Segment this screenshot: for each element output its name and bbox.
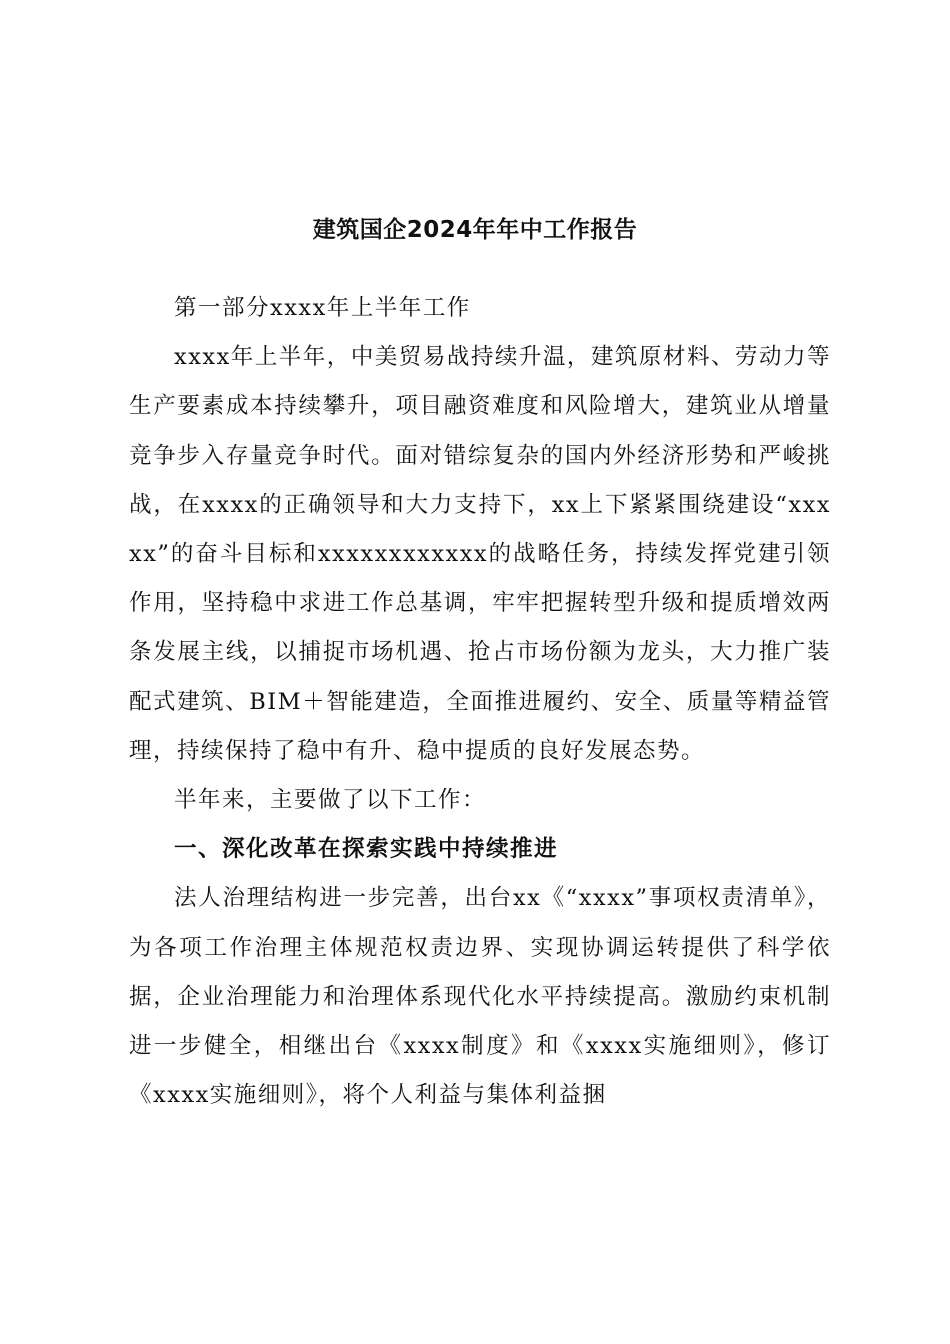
paragraph-summary-lead: 半年来，主要做了以下工作： (174, 787, 487, 814)
document-title: 建筑国企2024年年中工作报告 (312, 217, 638, 243)
document-body (129, 284, 831, 1120)
section-heading-1: 一、深化改革在探索实践中持续推进 (174, 836, 559, 863)
paragraph-reform: 法人治理结构进一步完善，出台xx《“xxxx”事项权责清单》，为各项工作治理主体规范权责边界、实现协调运转提供了科学依据，企业治理能力和治理体系现代化水平持续提高。激励约束机制进一步健全，相继出台《xxxx制度》和《xxxx实施细则》，修订《xxxx实施细则》，将个人利益与集体利益捆 (129, 885, 831, 1109)
paragraph-intro: xxxx年上半年，中美贸易战持续升温，建筑原材料、劳动力等生产要素成本持续攀升，项目融资难度和风险增大，建筑业从增量竞争步入存量竞争时代。面对错综复杂的国内外经济形势和严峻挑战，在xxxx的正确领导和大力支持下，xx上下紧紧围绕建设“xxxxx”的奋斗目标和xxxxxxxxxxxx的战略任务，持续发挥党建引领作用，坚持稳中求进工作总基调，牢牢把握转型升级和提质增效两条发展主线，以捕捉市场机遇、抢占市场份额为龙头，大力推广装配式建筑、BIM＋智能建造，全面推进履约、安全、质量等精益管理，持续保持了稳中有升、稳中提质的良好发展态势。 (129, 344, 831, 764)
part-heading: 第一部分xxxx年上半年工作 (174, 295, 471, 321)
